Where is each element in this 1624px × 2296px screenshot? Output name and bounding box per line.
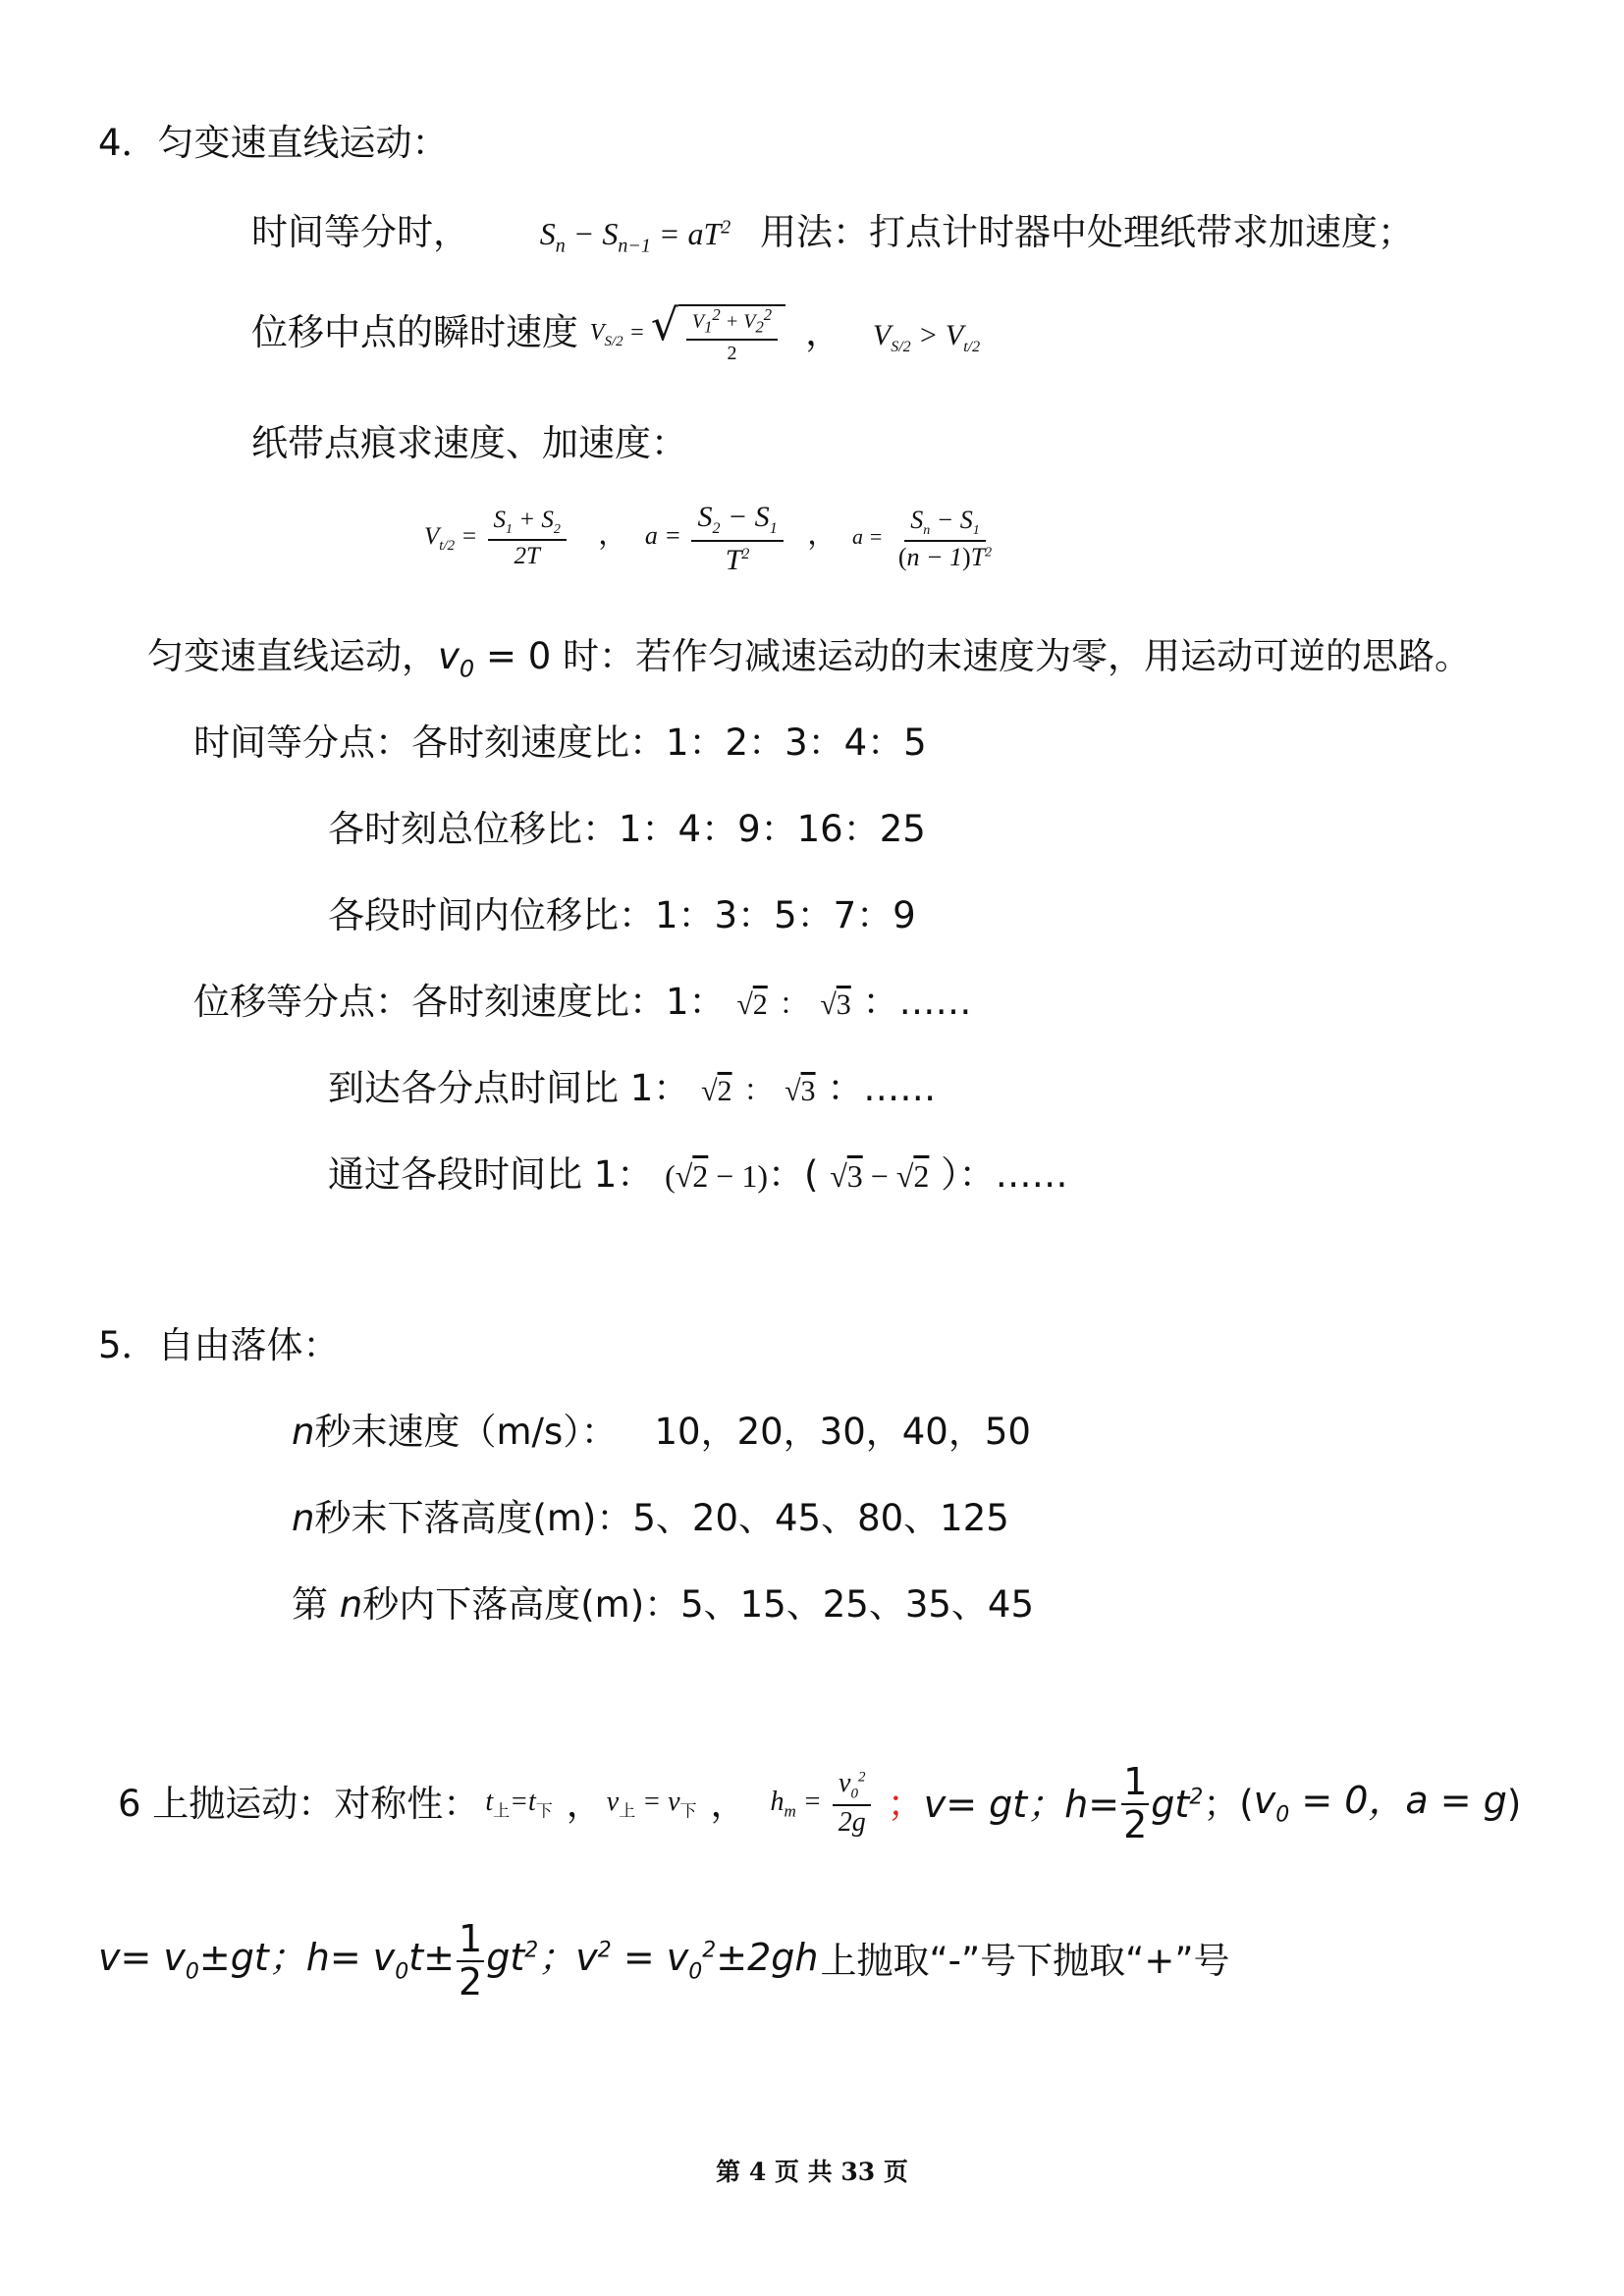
formula-midpoint-velocity: $V_{S/2}$ = √ $\frac{V_1^2 + V_2^2}{2}$ <box>590 320 791 346</box>
formula-v-symmetry: $v_上 = v_下$ <box>606 1787 697 1821</box>
sqrt3-term-2: √3 <box>785 1075 816 1107</box>
time-equal-displacement-ratio <box>328 808 926 850</box>
formula-t-symmetry: $t_上=t_下$ <box>485 1787 553 1821</box>
free-fall-nth-second-row <box>292 1583 1034 1626</box>
disp-time-ratio-text: 到达各分点时间比 1： <box>328 1067 690 1109</box>
sqrt2-term-2: √2 <box>701 1075 732 1107</box>
sqrt3-term: √3 <box>820 988 851 1021</box>
time-equal-label: 时间等分点： <box>193 721 411 764</box>
formula-vs-gt-vt: $V_{S/2} > V_{t/2}$ <box>872 319 981 355</box>
formula-half-2: $\frac{1}{2}$ <box>459 1917 483 2003</box>
section-6-line-2 <box>98 1919 1230 2003</box>
section-5-heading <box>98 1324 340 1366</box>
disp-equal-velocity-ratio <box>193 981 972 1023</box>
n-symbol-3: n <box>339 1583 363 1626</box>
page-footer <box>0 2153 1624 2188</box>
formula-half: $\frac{1}{2}$ <box>1123 1760 1148 1846</box>
colon-sep-2: ： <box>743 1074 774 1108</box>
comma-separator-3: ， <box>807 517 838 553</box>
free-fall-velocity-values: 10，20，30，40，50 <box>654 1411 1031 1453</box>
equal-time-formula-line <box>251 211 1415 257</box>
sqrt3-minus-sqrt2-term: √3 − √2 <box>830 1158 930 1194</box>
formula-gt2: $gt^2$ <box>1151 1782 1204 1826</box>
disp-velocity-ratio-text: 各时刻速度比：1： <box>411 981 726 1023</box>
time-displacement-ratio-text: 各时刻总位移比：1：4：9：16：25 <box>328 808 926 850</box>
formula-v-gt: v= gt；h= <box>923 1782 1120 1826</box>
disp-equal-label: 位移等分点： <box>193 981 411 1023</box>
tail-open: ；( <box>1203 1783 1254 1826</box>
time-equal-velocity-ratio <box>193 721 927 764</box>
ellipsis-3: ：…… <box>958 1153 1068 1196</box>
section-6-number <box>118 1783 480 1826</box>
free-fall-height-row <box>292 1497 1009 1539</box>
formula-sn-diff: $S_n - S_{n-1} = aT^2$ <box>539 216 731 257</box>
sign-convention-text: 上抛取“-”号下抛取“+”号 <box>820 1940 1230 1983</box>
comma-6a: ， <box>566 1783 603 1826</box>
sqrt2-minus-1-term: (√2 − 1) <box>665 1158 768 1194</box>
free-fall-velocity-label: 秒末速度（m/s）： <box>314 1411 618 1453</box>
n-symbol-2: n <box>292 1497 315 1539</box>
section-6-line-1 <box>118 1762 1521 1846</box>
tape-formulas-line <box>424 501 1001 576</box>
colon-sep-3: ：( <box>768 1153 819 1196</box>
ellipsis-2: ：…… <box>827 1067 937 1109</box>
colon-sep: ： <box>779 988 809 1022</box>
semicolon-red: ； <box>887 1783 924 1826</box>
v0-zero-line <box>147 635 1472 683</box>
formula-a-2: a = $\frac{S_n - S_1}{(n - 1)T^2}$ <box>851 505 993 572</box>
disp-equal-segment-ratio <box>328 1153 1068 1196</box>
section-4-heading <box>98 122 449 164</box>
section-4-heading-text: 4．匀变速直线运动： <box>98 122 449 164</box>
section-5-heading-text: 5．自由落体： <box>98 1324 340 1366</box>
formula-conditions: $v_0 = 0$，a = g <box>1253 1779 1507 1828</box>
formula-hm: $h_m$ = $\frac{v_0^2}{2g}$ <box>771 1769 876 1839</box>
ellipsis-1: ：…… <box>862 981 972 1023</box>
comma-separator-2: ， <box>598 517 628 553</box>
disp-equal-time-ratio <box>328 1067 937 1109</box>
free-fall-height-text: 秒末下落高度(m)：5、20、45、80、125 <box>314 1497 1009 1539</box>
time-segment-ratio-text: 各段时间内位移比：1：3：5：7：9 <box>328 894 916 936</box>
formula-gt2-2: $gt^2$；$v^2 = v_0^2\pm 2gh$ <box>486 1936 819 1985</box>
formula-vt2: $V_{t/2}$ = $\frac{S_1 + S_2}{2T}$ <box>424 523 576 550</box>
midpoint-velocity-label: 位移中点的瞬时速度 <box>251 311 578 353</box>
tape-label-line <box>251 422 687 464</box>
equal-time-label: 时间等分时， <box>251 211 469 253</box>
v0-line-prefix: 匀变速直线运动， <box>147 635 438 677</box>
free-fall-nth-text: 秒内下落高度(m)：5、15、25、35、45 <box>362 1583 1034 1626</box>
formula-v-v0-gt: $v= v_0\pm gt$；$h= v_0t\pm$ <box>98 1936 456 1985</box>
nth-prefix: 第 <box>292 1583 328 1626</box>
comma-separator: ， <box>805 311 842 353</box>
v0-line-rest: = 0 时：若作匀减速运动的末速度为零，用运动可逆的思路。 <box>485 635 1472 677</box>
sqrt2-term: √2 <box>736 988 768 1021</box>
time-velocity-ratio-text: 各时刻速度比：1：2：3：4：5 <box>411 721 927 764</box>
midpoint-velocity-line <box>251 300 981 364</box>
section-6-heading-text: 6 上抛运动：对称性： <box>118 1783 480 1826</box>
close-paren: ） <box>941 1153 959 1196</box>
disp-segment-ratio-text: 通过各段时间比 1： <box>328 1153 654 1196</box>
time-equal-segment-ratio <box>328 894 916 936</box>
comma-6b: ， <box>710 1783 747 1826</box>
page-number-text: 第 4 页 共 33 页 <box>716 2158 908 2186</box>
n-symbol: n <box>292 1411 315 1453</box>
tape-label: 纸带点痕求速度、加速度： <box>251 422 687 464</box>
close-paren-6: ) <box>1506 1783 1522 1826</box>
v0-symbol: $v_0$ <box>438 635 475 683</box>
formula-a-1: a = $\frac{S_2 - S_1}{T^2}$ <box>645 521 793 550</box>
usage-text: 用法：打点计时器中处理纸带求加速度； <box>760 211 1415 253</box>
free-fall-velocity-row <box>292 1411 1031 1453</box>
